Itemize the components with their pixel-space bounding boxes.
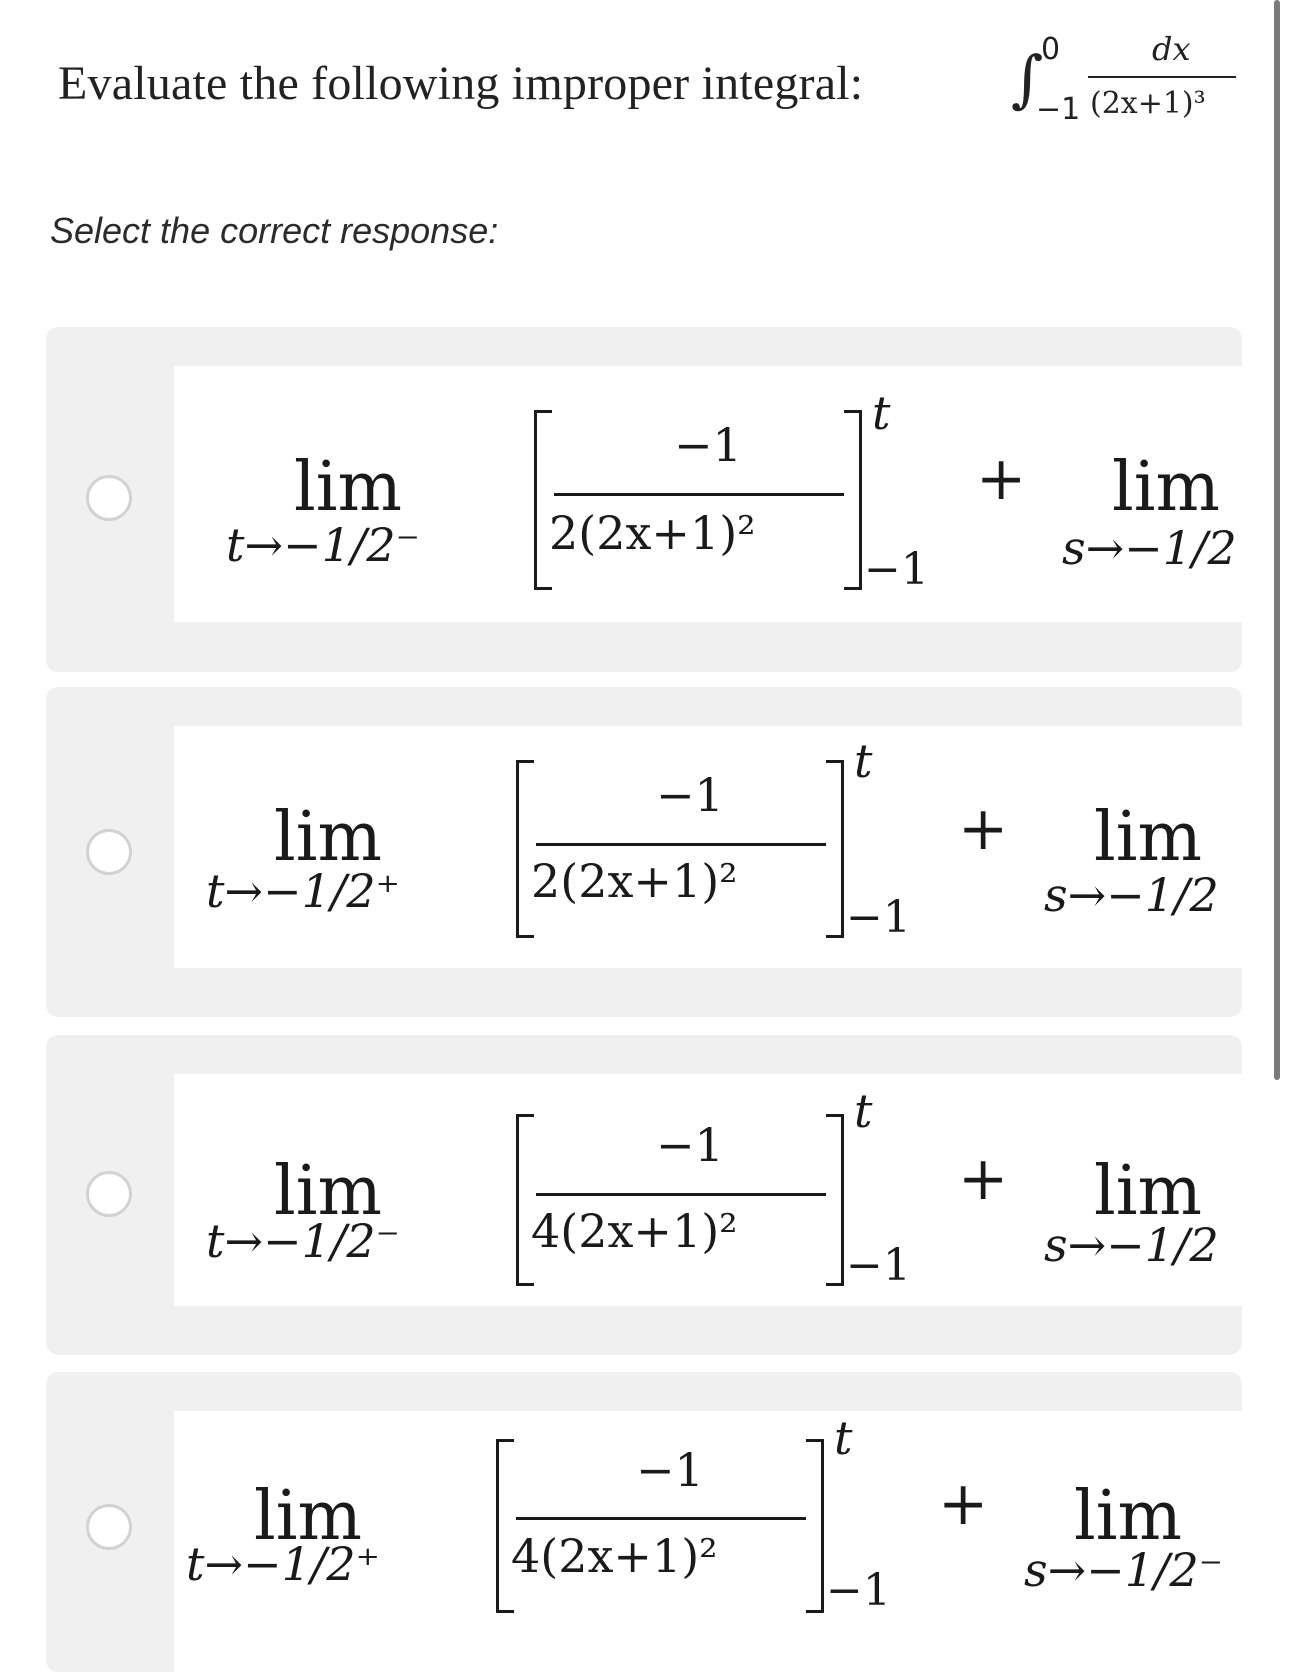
fraction-bar <box>516 1517 806 1520</box>
integrand-denominator: (2x+1)³ <box>1090 86 1206 121</box>
integral-upper-limit: 0 <box>1041 32 1061 67</box>
fraction-bar <box>1088 76 1236 78</box>
left-bracket <box>516 1114 534 1286</box>
option-expression <box>174 1411 1242 1672</box>
right-bracket <box>826 1114 844 1286</box>
limit-word: lim <box>274 798 382 877</box>
right-bracket <box>844 410 862 590</box>
integral-sign: ∫ <box>1011 42 1044 115</box>
radio-button[interactable] <box>86 1171 132 1217</box>
limit-subscript: t→−1/2⁻ <box>206 1214 400 1268</box>
answer-option-4[interactable] <box>46 1372 1242 1672</box>
limit-word: lim <box>274 1152 382 1231</box>
plus-sign: + <box>976 444 1027 514</box>
select-prompt: Select the correct response: <box>50 210 499 251</box>
question <box>58 28 1238 148</box>
fraction-bar <box>554 493 844 496</box>
plus-sign: + <box>958 794 1009 864</box>
eval-lower-bound: −1 <box>846 892 911 943</box>
limit-word: lim <box>1074 1477 1182 1556</box>
answer-option-3[interactable] <box>46 1035 1242 1355</box>
limit-word: lim <box>1112 448 1220 527</box>
right-bracket <box>826 760 844 938</box>
answer-option-2[interactable] <box>46 687 1242 1017</box>
plus-sign: + <box>938 1469 989 1539</box>
left-bracket <box>534 410 552 590</box>
limit-subscript: t→−1/2⁻ <box>226 518 420 572</box>
eval-lower-bound: −1 <box>846 1240 911 1291</box>
eval-upper-bound: t <box>872 386 891 440</box>
limit-word: lim <box>254 1477 362 1556</box>
fraction-numerator: −1 <box>674 418 742 472</box>
limit-subscript: s→−1/2 <box>1044 868 1219 922</box>
eval-upper-bound: t <box>854 734 873 788</box>
eval-upper-bound: t <box>834 1411 853 1465</box>
fraction-bar <box>536 1193 826 1196</box>
integral-lower-limit: −1 <box>1036 92 1081 127</box>
question-text: Evaluate the following improper integral: <box>58 57 864 110</box>
scrollbar-thumb[interactable] <box>1274 0 1280 1080</box>
option-expression <box>174 1074 1242 1306</box>
fraction-numerator: −1 <box>636 1443 704 1497</box>
eval-lower-bound: −1 <box>864 544 929 595</box>
limit-subscript: t→−1/2⁺ <box>206 864 400 918</box>
limit-word: lim <box>1094 798 1202 877</box>
option-expression <box>174 726 1242 968</box>
limit-subscript: s→−1/2⁻ <box>1024 1543 1224 1597</box>
left-bracket <box>496 1439 514 1613</box>
eval-lower-bound: −1 <box>826 1565 891 1616</box>
radio-button[interactable] <box>86 475 132 521</box>
fraction-numerator: −1 <box>656 1118 724 1172</box>
fraction-denominator: 2(2x+1)² <box>549 506 756 560</box>
answer-option-1[interactable] <box>46 327 1242 672</box>
fraction-denominator: 4(2x+1)² <box>511 1529 718 1583</box>
radio-button[interactable] <box>86 829 132 875</box>
fraction-bar <box>536 843 826 846</box>
eval-upper-bound: t <box>854 1084 873 1138</box>
integrand-numerator: dx <box>1152 30 1191 68</box>
option-expression <box>174 366 1242 622</box>
limit-word: lim <box>1094 1152 1202 1231</box>
limit-subscript: s→−1/2 <box>1062 521 1237 575</box>
plus-sign: + <box>958 1144 1009 1214</box>
fraction-denominator: 2(2x+1)² <box>531 854 738 908</box>
left-bracket <box>516 760 534 938</box>
limit-word: lim <box>294 448 402 527</box>
fraction-denominator: 4(2x+1)² <box>531 1204 738 1258</box>
right-bracket <box>806 1439 824 1613</box>
radio-button[interactable] <box>86 1504 132 1550</box>
fraction-numerator: −1 <box>656 768 724 822</box>
limit-subscript: t→−1/2⁺ <box>186 1537 380 1591</box>
limit-subscript: s→−1/2 <box>1044 1218 1219 1272</box>
